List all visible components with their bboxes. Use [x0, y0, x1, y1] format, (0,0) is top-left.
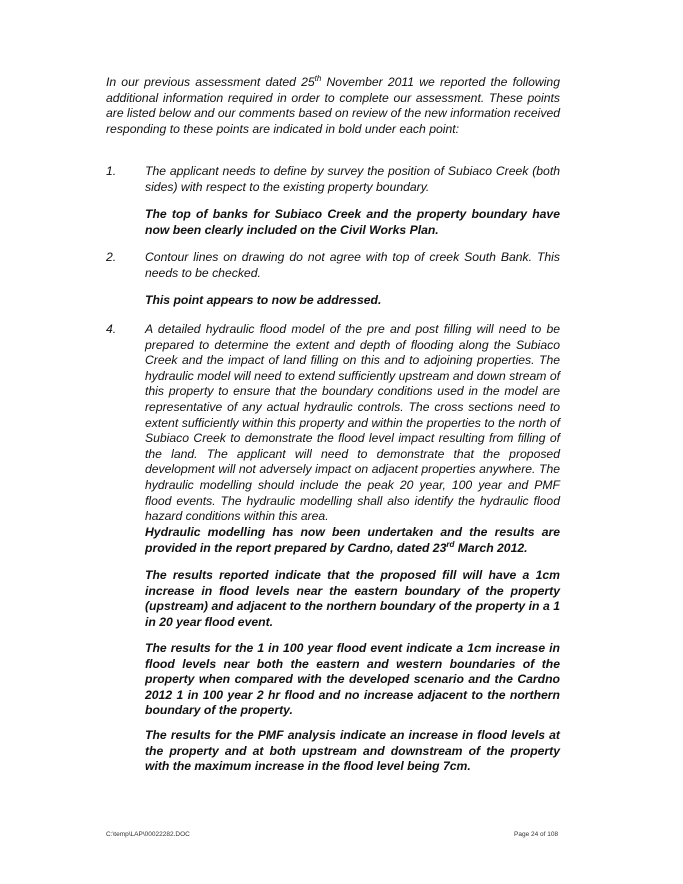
intro-superscript: th	[314, 73, 322, 83]
item-4-response-2: The results reported indicate that the proposed fill will have a 1cm increase in flood levels near the eastern boundary of the property (upstream) and adjacent to the northern boundary of the property in a 1 in 20 year flood event.	[145, 568, 560, 629]
item-1-number: 1.	[106, 164, 117, 178]
intro-text: In our previous assessment dated 25	[106, 75, 315, 89]
item-4-response-1-text: Hydraulic modelling has now been undertaken and the results are provided in the report prepared by Cardno, dated 23	[145, 525, 560, 555]
footer-file-path: C:\temp\LAP\00022282.DOC	[106, 831, 190, 838]
item-2-response: This point appears to now be addressed.	[145, 293, 382, 307]
item-1-response: The top of banks for Subiaco Creek and the property boundary have now been clearly included on the Civil Works Plan.	[145, 207, 560, 237]
item-4-response-1-superscript: rd	[446, 539, 455, 549]
item-4-response-1-text-cont: March 2012.	[454, 540, 528, 555]
item-4-response-4: The results for the PMF analysis indicate an increase in flood levels at the property and at both upstream and downstream of the property with the maximum increase in the flood level being 7cm.	[145, 728, 560, 774]
intro-paragraph	[106, 75, 560, 137]
item-4-response-3: The results for the 1 in 100 year flood event indicate a 1cm increase in flood levels near both the eastern and western boundaries of the property when compared with the developed scenario and the Cardno 2012 1 in 100 year 2 hr flood and no increase adjacent to the northern boundary of the property.	[145, 641, 560, 718]
item-2-number: 2.	[106, 250, 117, 264]
footer-page-number: Page 24 of 108	[514, 831, 559, 838]
item-4-response-1	[145, 525, 560, 556]
item-4-text: A detailed hydraulic flood model of the pre and post filling will need to be prepared to determine the extent and depth of flooding along the Subiaco Creek and the impact of land filling on this and to adjoining properties. The hydraulic model will need to extend sufficiently upstream and down stream of this property to ensure that the boundary conditions used in the model are representative of any actual hydraulic controls. The cross sections need to extent sufficiently within this property and within the properties to the north of Subiaco Creek to demonstrate the flood level impact resulting from filling of the land. The applicant will need to demonstrate that the proposed development will not adversely impact on adjacent properties anywhere. The hydraulic modelling should include the peak 20 year, 100 year and PMF flood events. The hydraulic modelling shall also identify the hydraulic flood hazard conditions within this area.	[145, 322, 560, 524]
item-1-text: The applicant needs to define by survey the position of Subiaco Creek (both sides) with respect to the existing property boundary.	[145, 164, 560, 194]
intro-text-cont: November 2011 we reported the following additional information required in order to complete our assessment. These points are listed below and our comments based on review of the new information received responding to these points are indicated in bold under each point:	[106, 75, 560, 136]
item-4-number: 4.	[106, 322, 117, 336]
item-2-text: Contour lines on drawing do not agree with top of creek South Bank. This needs to be checked.	[145, 250, 560, 280]
